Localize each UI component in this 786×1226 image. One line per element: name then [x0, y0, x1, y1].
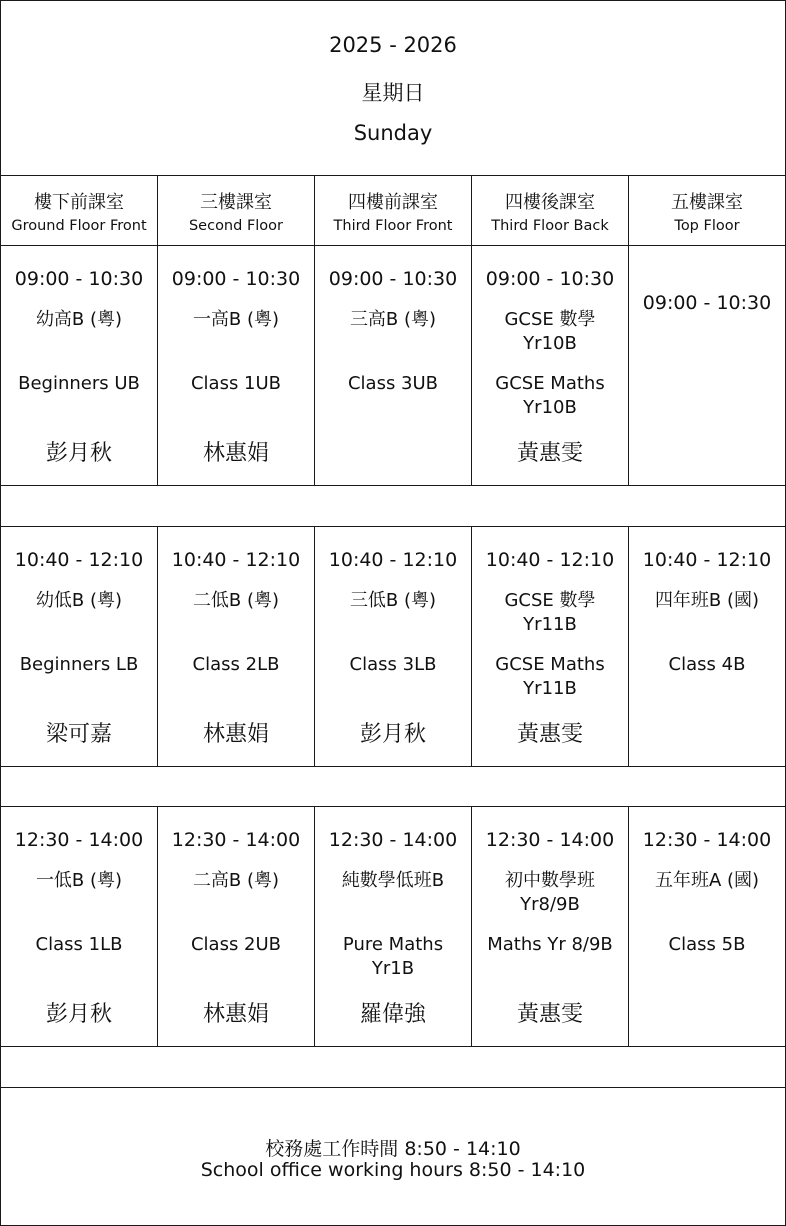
room-name-english: Third Floor Back	[491, 218, 609, 234]
class-cell	[472, 807, 629, 1046]
class-time: 10:40 - 12:10	[171, 549, 301, 571]
room-name-english: Top Floor	[674, 218, 740, 234]
class-cell	[629, 527, 785, 766]
class-name-english: Class 2UB	[190, 934, 282, 955]
class-name-chinese: 幼高B (粵)	[35, 309, 123, 330]
class-name-english: Beginners LB	[19, 654, 139, 675]
class-time: 12:30 - 14:00	[171, 829, 301, 851]
class-name-chinese: 幼低B (粵)	[35, 590, 123, 611]
class-time: 10:40 - 12:10	[642, 549, 772, 571]
class-name-chinese: GCSE 數學 Yr11B	[504, 590, 596, 635]
class-time: 10:40 - 12:10	[485, 549, 615, 571]
class-name-chinese: 二低B (粵)	[192, 590, 280, 611]
class-cell	[629, 246, 785, 485]
period-row-3	[1, 806, 785, 1047]
class-name-english: Class 1UB	[190, 373, 282, 394]
room-header	[629, 176, 785, 245]
class-cell	[315, 527, 472, 766]
class-name-english: Class 1LB	[35, 934, 123, 955]
office-hours-footer	[1, 1087, 785, 1226]
class-cell	[1, 527, 158, 766]
class-name-chinese: 一低B (粵)	[35, 870, 123, 891]
room-name-english: Third Floor Front	[333, 218, 453, 234]
class-time: 09:00 - 10:30	[642, 292, 772, 314]
office-hours-chinese: 校務處工作時間 8:50 - 14:10	[265, 1138, 521, 1160]
class-time: 10:40 - 12:10	[328, 549, 458, 571]
class-name-english: Class 3UB	[347, 373, 439, 394]
room-name-chinese: 五樓課室	[671, 192, 743, 213]
class-name-chinese: 三低B (粵)	[349, 590, 437, 611]
teacher-name: 彭月秋	[45, 441, 112, 466]
class-time: 09:00 - 10:30	[328, 268, 458, 290]
class-name-english: Pure Maths Yr1B	[342, 934, 444, 979]
class-time: 12:30 - 14:00	[642, 829, 772, 851]
room-header	[158, 176, 315, 245]
class-cell	[629, 807, 785, 1046]
class-name-english: Class 2LB	[192, 654, 280, 675]
teacher-name: 梁可嘉	[45, 722, 112, 747]
period-row-1	[1, 246, 785, 486]
room-name-chinese: 三樓課室	[200, 192, 272, 213]
teacher-name: 林惠娟	[202, 1002, 269, 1027]
class-name-english: Class 3LB	[349, 654, 437, 675]
class-name-chinese: 初中數學班 Yr8/9B	[505, 870, 595, 915]
teacher-name: 林惠娟	[202, 722, 269, 747]
class-cell	[1, 246, 158, 485]
class-name-chinese: 二高B (粵)	[192, 870, 280, 891]
class-name-english: Maths Yr 8/9B	[487, 934, 613, 955]
class-cell	[315, 246, 472, 485]
class-name-english: Class 4B	[668, 654, 746, 675]
class-cell	[1, 807, 158, 1046]
class-name-english: Class 5B	[668, 934, 746, 955]
teacher-name: 黃惠雯	[516, 722, 583, 747]
teacher-name: 彭月秋	[359, 722, 426, 747]
room-name-chinese: 樓下前課室	[34, 192, 124, 213]
room-header-row	[1, 176, 785, 246]
teacher-name: 林惠娟	[202, 441, 269, 466]
class-name-chinese: 五年班A (國)	[654, 870, 760, 891]
room-name-english: Second Floor	[188, 218, 284, 234]
class-name-chinese: 四年班B (國)	[654, 590, 760, 611]
class-time: 12:30 - 14:00	[328, 829, 458, 851]
class-name-english: GCSE Maths Yr11B	[495, 654, 605, 699]
room-header	[472, 176, 629, 245]
teacher-name: 黃惠雯	[516, 441, 583, 466]
class-time: 12:30 - 14:00	[14, 829, 144, 851]
class-name-english: Beginners UB	[18, 373, 140, 394]
class-name-chinese: GCSE 數學 Yr10B	[504, 309, 596, 354]
class-time: 10:40 - 12:10	[14, 549, 144, 571]
room-name-chinese: 四樓後課室	[505, 192, 595, 213]
class-cell	[472, 527, 629, 766]
day-chinese: 星期日	[361, 81, 425, 105]
class-cell	[158, 246, 315, 485]
day-english: Sunday	[353, 121, 433, 145]
period-row-2	[1, 526, 785, 767]
teacher-name: 黃惠雯	[516, 1002, 583, 1027]
room-name-chinese: 四樓前課室	[348, 192, 438, 213]
class-time: 09:00 - 10:30	[171, 268, 301, 290]
class-time: 12:30 - 14:00	[485, 829, 615, 851]
academic-year: 2025 - 2026	[329, 33, 457, 57]
class-cell	[315, 807, 472, 1046]
class-name-chinese: 三高B (粵)	[349, 309, 437, 330]
timetable-header	[1, 1, 785, 176]
class-cell	[158, 807, 315, 1046]
room-header	[1, 176, 158, 245]
class-name-chinese: 一高B (粵)	[192, 309, 280, 330]
class-cell	[158, 527, 315, 766]
office-hours-english: School office working hours 8:50 - 14:10	[200, 1159, 586, 1181]
teacher-name: 羅偉強	[359, 1002, 426, 1027]
class-name-chinese: 純數學低班B	[341, 870, 445, 891]
class-name-english: GCSE Maths Yr10B	[495, 373, 605, 418]
class-time: 09:00 - 10:30	[14, 268, 144, 290]
room-header	[315, 176, 472, 245]
room-name-english: Ground Floor Front	[11, 218, 147, 234]
teacher-name: 彭月秋	[45, 1002, 112, 1027]
class-time: 09:00 - 10:30	[485, 268, 615, 290]
class-cell	[472, 246, 629, 485]
